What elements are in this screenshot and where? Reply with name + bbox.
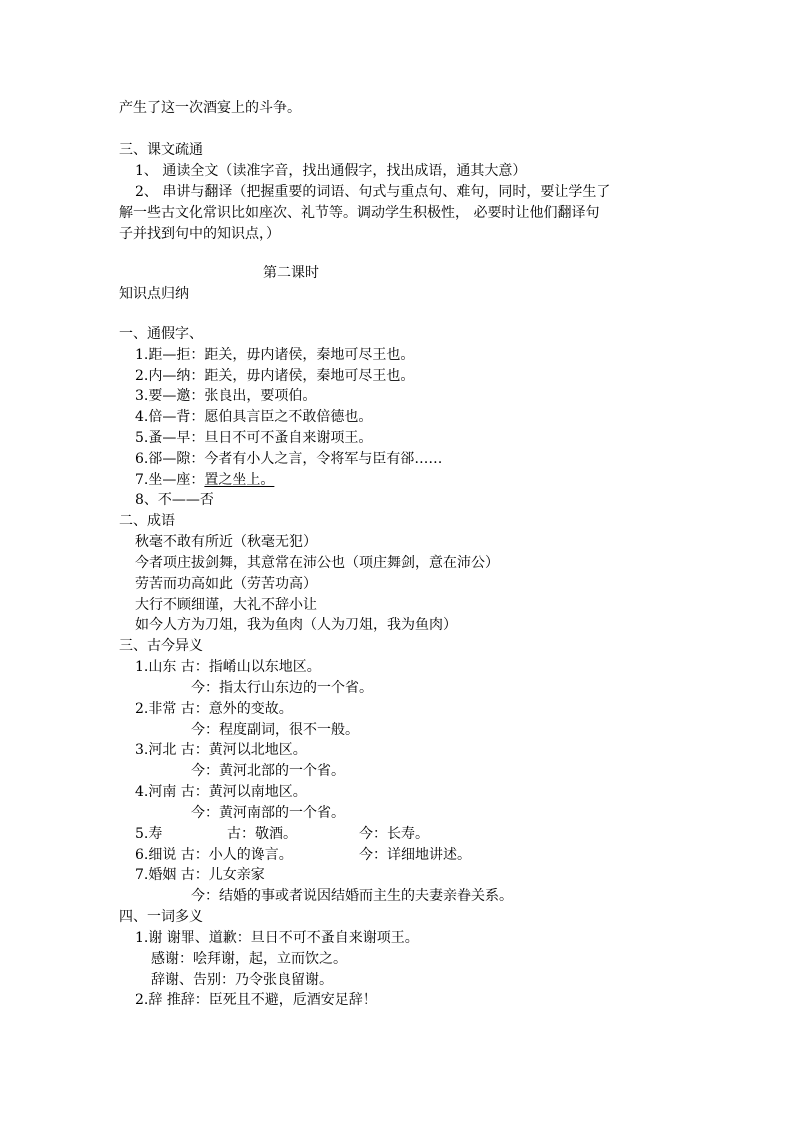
step-translate-line1: 2、 串讲与翻译（把握重要的词语、句式与重点句、难句，同时，要让学生了 [135,184,611,200]
tongjia-prefix: 2.内—纳： [135,368,205,384]
step-translate-line3: 子并找到句中的知识点，） [119,226,280,242]
tongjia-prefix: 6.郤—隙： [135,451,205,467]
tongjia-text: 今者有小人之言，令将军与臣有郤…… [204,451,443,467]
tongjia-item: 8、不——否 [135,492,214,508]
step-translate-line2: 解一些古文化常识比如座次、礼节等。调动学生积极性， 必要时让他们翻译句 [119,205,600,221]
tongjia-prefix: 4.倍—背： [135,409,205,425]
gujin-item-modern: 今：程度副词，很不一般。 [191,722,359,738]
tongjia-text: 距关，毋内诸侯，秦地可尽王也。 [204,347,415,363]
tongjia-text: 愿伯具言臣之不敢倍德也。 [204,409,373,425]
summary-title: 知识点归纳 [119,286,189,302]
tongjia-item [135,407,372,427]
polysemy-sense: 辞谢、告别：乃令张良留谢。 [151,972,333,988]
polysemy-item: 2.辞 推辞：臣死且不避，卮酒安足辞！ [135,992,377,1008]
tongjia-item [135,449,442,469]
gujin-item: 2.非常 古：意外的变故。 [135,701,293,717]
intro-line: 产生了这一次酒宴上的斗争。 [119,100,301,116]
tongjia-prefix: 3.要—邀： [135,388,205,404]
gujin-item: 3.河北 古：黄河以北地区。 [135,742,307,758]
gujin-item-ancient: 古：敬酒。 [227,826,297,842]
idiom-item: 劳苦而功高如此（劳苦功高） [135,576,317,592]
tongjia-text: 距关，毋内诸侯，秦地可尽王也。 [204,368,415,384]
tongjia-title: 一、通假字、 [119,326,203,342]
step-read-through: 1、 通读全文（读准字音，找出通假字，找出成语，通其大意） [135,163,527,179]
gujin-item-word: 5.寿 [135,826,163,842]
polysemy-title: 四、一词多义 [119,909,203,925]
idiom-item: 大行不顾细谨，大礼不辞小让 [135,597,317,613]
lesson-title: 第二课时 [263,265,319,281]
gujin-item-modern: 今：详细地讲述。 [359,847,471,863]
tongjia-prefix: 5.蚤—早： [135,430,205,446]
tongjia-text: 张良出，要项伯。 [204,388,317,404]
idiom-item: 如今人方为刀俎，我为鱼肉（人为刀俎，我为鱼肉） [135,617,457,633]
tongjia-item [135,428,372,448]
tongjia-item [135,345,414,365]
tongjia-prefix: 1.距—拒： [135,347,205,363]
tongjia-item [135,470,274,490]
gujin-item: 6.细说 古：小人的谗言。 [135,847,293,863]
idiom-item: 今者项庄拔剑舞，其意常在沛公也（项庄舞剑，意在沛公） [135,555,499,571]
gujin-title: 三、古今异义 [119,638,203,654]
tongjia-text: 旦日不可不蚤自来谢项王。 [204,430,373,446]
tongjia-item [135,366,414,386]
gujin-item: 7.婚姻 古：儿女亲家 [135,867,265,883]
gujin-item-modern: 今：长寿。 [359,826,429,842]
gujin-item: 1.山东 古：指崤山以东地区。 [135,659,321,675]
polysemy-item: 1.谢 谢罪、道歉：旦日不可不蚤自来谢项王。 [135,930,419,946]
polysemy-sense: 感谢：哙拜谢，起，立而饮之。 [151,951,347,967]
section-title-text-review: 三、课文疏通 [119,142,203,158]
idiom-item: 秋毫不敢有所近（秋毫无犯） [135,534,317,550]
tongjia-prefix: 7.坐—座： [135,472,205,488]
gujin-item-modern: 今：指太行山东边的一个省。 [191,680,373,696]
gujin-item-modern: 今：黄河北部的一个省。 [191,763,345,779]
idioms-title: 二、成语 [119,513,175,529]
tongjia-item [135,386,316,406]
gujin-item: 4.河南 古：黄河以南地区。 [135,784,307,800]
tongjia-text: 置之坐上。 [204,472,275,488]
gujin-item-modern: 今：黄河南部的一个省。 [191,805,345,821]
gujin-item-modern: 今：结婚的事或者说因结婚而主生的夫妻亲眷关系。 [191,888,513,904]
